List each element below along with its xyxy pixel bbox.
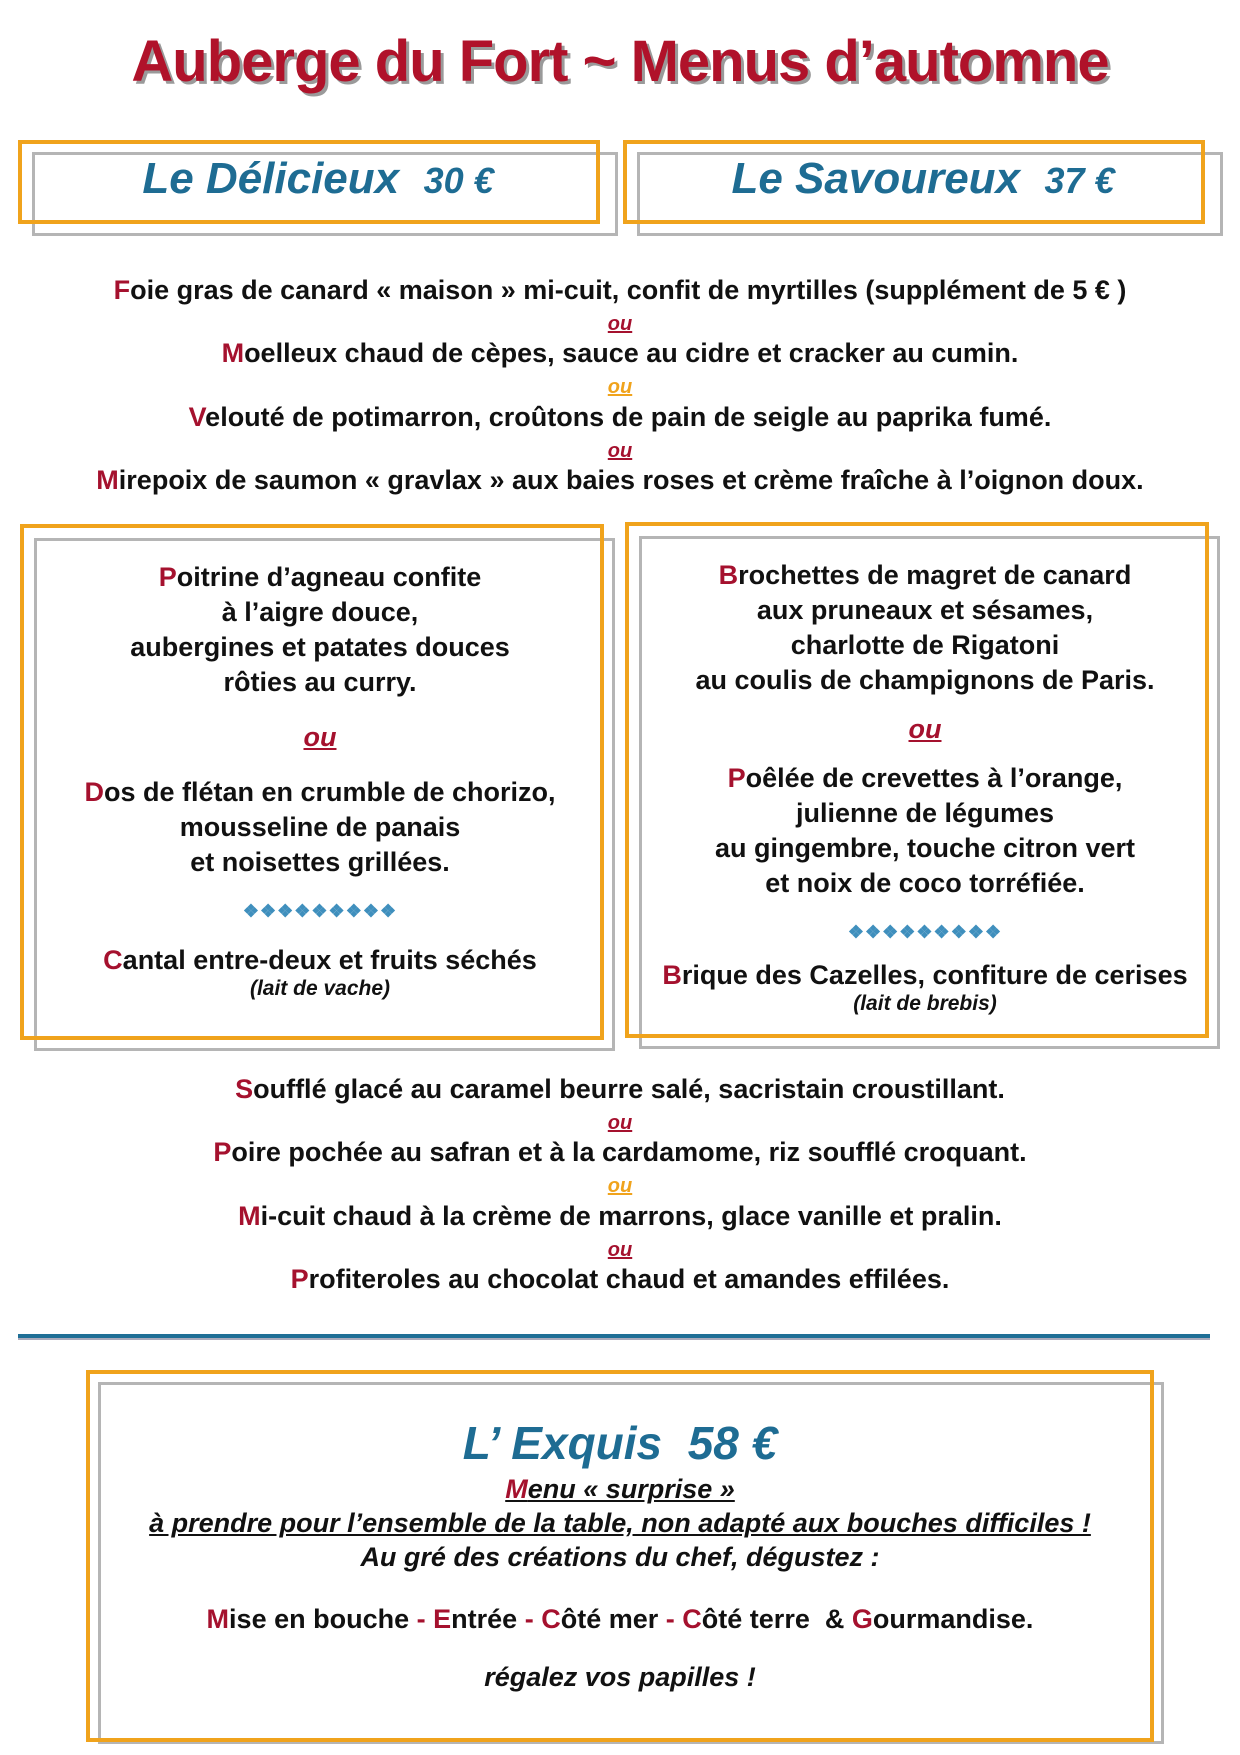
entree-line: Moelleux chaud de cèpes, sauce au cidre et cracker au cumin. bbox=[221, 338, 1019, 368]
dish-poitrine: Poitrine d’agneau confite à l’aigre douce, aubergines et patates douces rôties au curry. bbox=[130, 562, 510, 697]
delicieux-name: Le Délicieux bbox=[142, 154, 400, 203]
entree-line: Mirepoix de saumon « gravlax » aux baies roses et crème fraîche à l’oignon doux. bbox=[96, 465, 1144, 495]
entree-line: Foie gras de canard « maison » mi-cuit, confit de myrtilles (supplément de 5 € ) bbox=[113, 275, 1127, 305]
ou-separator: ou bbox=[908, 714, 942, 744]
ou-separator: ou bbox=[607, 1239, 633, 1261]
delicieux-price: 30 € bbox=[423, 160, 494, 201]
savoureux-price: 37 € bbox=[1044, 160, 1115, 201]
ou-separator: ou bbox=[303, 722, 337, 752]
delicieux-header-box bbox=[18, 140, 618, 240]
cheese-brique: Brique des Cazelles, confiture de cerises bbox=[662, 960, 1188, 990]
ou-separator: ou bbox=[607, 313, 633, 335]
ou-separator: ou bbox=[607, 1175, 633, 1197]
horizontal-divider bbox=[18, 1334, 1210, 1340]
savoureux-name: Le Savoureux bbox=[731, 154, 1021, 203]
dessert-line: Soufflé glacé au caramel beurre salé, sacristain croustillant. bbox=[235, 1074, 1005, 1104]
savoureux-main-box bbox=[625, 522, 1225, 1052]
dish-dos-de-fletan: Dos de flétan en crumble de chorizo, mousseline de panais et noisettes grillées. bbox=[84, 777, 556, 877]
exquis-title: L’ Exquis 58 € bbox=[462, 1417, 778, 1469]
entree-line: Velouté de potimarron, croûtons de pain de seigle au paprika fumé. bbox=[188, 402, 1052, 432]
ou-separator: ou bbox=[607, 376, 633, 398]
cheese-note: (lait de vache) bbox=[249, 977, 391, 1000]
dessert-line: Profiteroles au chocolat chaud et amandes effilées. bbox=[290, 1264, 950, 1294]
exquis-courses: Mise en bouche - Entrée - Côté mer - Côté terre & Gourmandise. bbox=[206, 1604, 1034, 1634]
diamond-separator: ❖❖❖❖❖❖❖❖❖ bbox=[847, 922, 1003, 942]
ou-separator: ou bbox=[607, 1112, 633, 1134]
ou-separator: ou bbox=[607, 440, 633, 462]
exquis-closing: régalez vos papilles ! bbox=[484, 1662, 756, 1692]
exquis-gre: Au gré des créations du chef, dégustez : bbox=[360, 1542, 880, 1572]
exquis-note: à prendre pour l’ensemble de la table, non adapté aux bouches difficiles ! bbox=[149, 1508, 1091, 1538]
exquis-surprise: Menu « surprise » bbox=[505, 1474, 735, 1504]
dessert-line: Mi-cuit chaud à la crème de marrons, glace vanille et pralin. bbox=[238, 1201, 1002, 1231]
delicieux-main-box bbox=[20, 524, 620, 1054]
cheese-cantal: Cantal entre-deux et fruits séchés bbox=[103, 945, 537, 975]
savoureux-header-box bbox=[623, 140, 1223, 240]
dish-poelee: Poêlée de crevettes à l’orange, julienne de légumes au gingembre, touche citron vert et noix de coco torréfiée. bbox=[714, 763, 1136, 898]
page-title: Auberge du Fort ~ Menus d’automne bbox=[131, 29, 1109, 94]
dish-brochettes: Brochettes de magret de canard aux pruneaux et sésames, charlotte de Rigatoni au coulis de champignons de Paris. bbox=[695, 560, 1155, 695]
cheese-note: (lait de brebis) bbox=[853, 992, 997, 1015]
diamond-separator: ❖❖❖❖❖❖❖❖❖ bbox=[242, 901, 398, 921]
dessert-line: Poire pochée au safran et à la cardamome, riz soufflé croquant. bbox=[213, 1137, 1027, 1167]
